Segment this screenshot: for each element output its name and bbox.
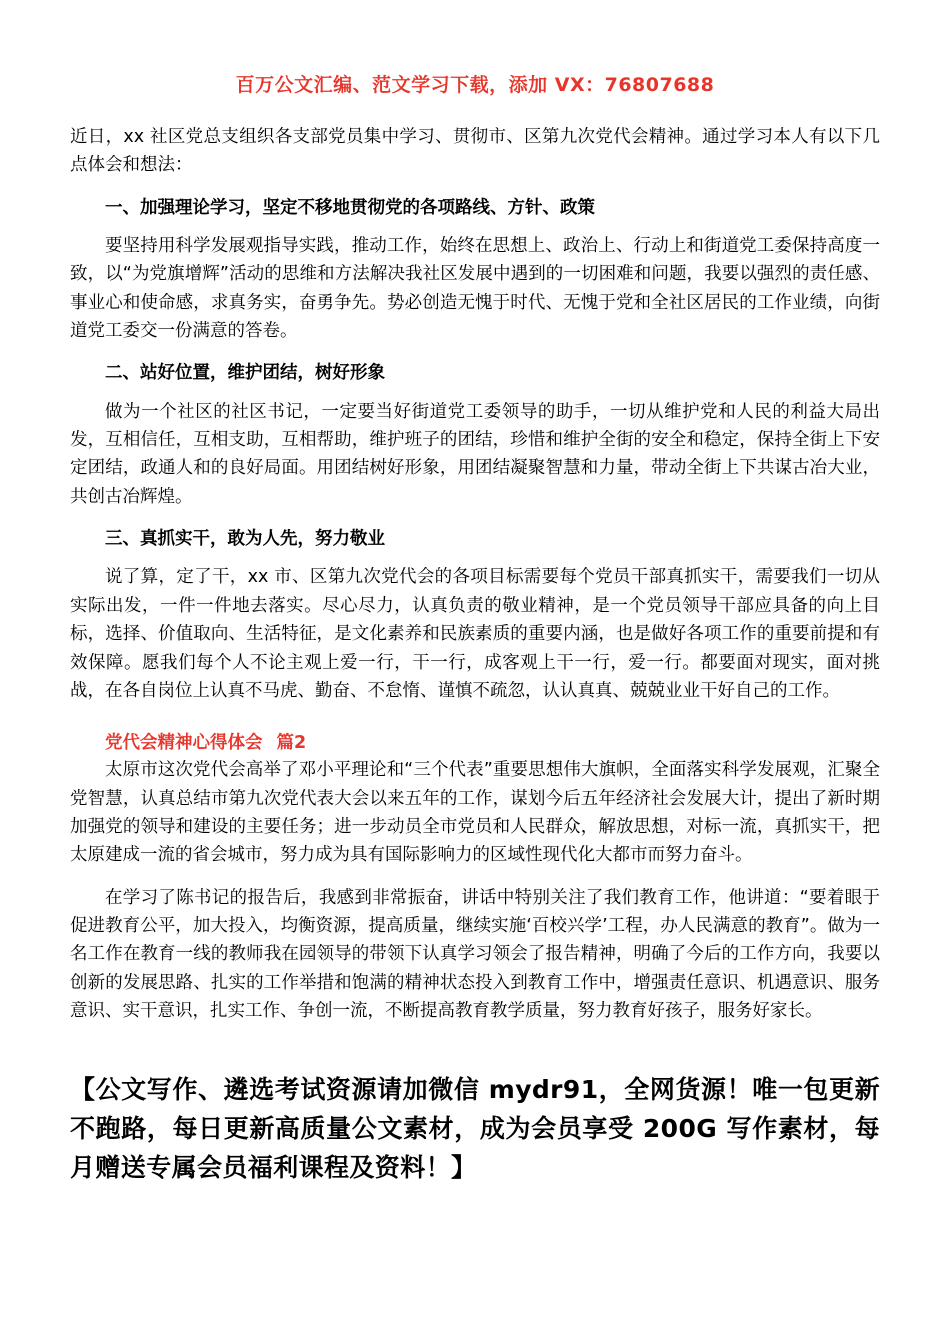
- section-heading-1: 一、加强理论学习，坚定不移地贯彻党的各项路线、方针、政策: [105, 197, 595, 218]
- article-2-paragraph-1: 太原市这次党代会高举了邓小平理论和“三个代表”重要思想伟大旗帜，全面落实科学发展观，汇聚全党智慧，认真总结市第九次党代表大会以来五年的工作，谋划今后五年经济社会发展大计，提出了新时期加强党的领导和建设的主要任务；进一步动员全市党员和人民群众，解放思想，对标一流，真抓实干，把太原建成一流的省会城市，努力成为具有国际影响力的区域性现代化大都市而努力奋斗。: [70, 760, 880, 866]
- article-2-title-text: 党代会精神心得体会: [105, 733, 263, 754]
- article-2-number: 篇2: [276, 733, 307, 754]
- section-body-2: 做为一个社区的社区书记，一定要当好街道党工委领导的助手，一切从维护党和人民的利益大局出发，互相信任，互相支助，互相帮助，维护班子的团结，珍惜和维护全街的安全和稳定，保持全街上下安定团结，政通人和的良好局面。用团结树好形象，用团结凝聚智慧和力量，带动全街上下共谋古冶大业，共创古冶辉煌。: [70, 401, 880, 507]
- lead-paragraph: 近日，xx 社区党总支组织各支部党员集中学习、贯彻市、区第九次党代会精神。通过学习本人有以下几点体会和想法：: [70, 127, 880, 176]
- promo-banner: 百万公文汇编、范文学习下载，添加 VX：76807688: [235, 74, 715, 96]
- article-2-paragraph-2: 在学习了陈书记的报告后，我感到非常振奋，讲话中特别关注了我们教育工作，他讲道：“要着眼于促进教育公平，加大投入，均衡资源，提高质量，继续实施‘百校兴学’工程，办人民满意的教育”。做为一名工作在教育一线的教师我在园领导的带领下认真学习领会了报告精神，明确了今后的工作方向，我要以创新的发展思路、扎实的工作举措和饱满的精神状态投入到教育工作中，增强责任意识、机遇意识、服务意识、实干意识，扎实工作、争创一流，不断提高教育教学质量，努力教育好孩子，服务好家长。: [70, 887, 880, 1021]
- footer-promo-note: 【公文写作、遴选考试资源请加微信 mydr91，全网货源！唯一包更新不跑路，每日更新高质量公文素材，成为会员享受 200G 写作素材，每月赠送专属会员福利课程及资料！】: [70, 1075, 880, 1182]
- section-heading-3: 三、真抓实干，敢为人先，努力敬业: [105, 529, 385, 550]
- section-body-1: 要坚持用科学发展观指导实践，推动工作，始终在思想上、政治上、行动上和街道党工委保持高度一致，以“为党旗增辉”活动的思维和方法解决我社区发展中遇到的一切困难和问题，我要以强烈的责任感、事业心和使命感，求真务实，奋勇争先。势必创造无愧于时代、无愧于党和全社区居民的工作业绩，向街道党工委交一份满意的答卷。: [70, 236, 880, 342]
- section-body-3: 说了算，定了干，xx 市、区第九次党代会的各项目标需要每个党员干部真抓实干，需要我们一切从实际出发，一件一件地去落实。尽心尽力，认真负责的敬业精神，是一个党员领导干部应具备的向上目标，选择、价值取向、生活特征，是文化素养和民族素质的重要内涵，也是做好各项工作的重要前提和有效保障。愿我们每个人不论主观上爱一行，干一行，成客观上干一行，爱一行。都要面对现实，面对挑战，在各自岗位上认真不马虎、勤奋、不怠惰、谨慎不疏忽，认认真真、兢兢业业干好自己的工作。: [70, 567, 880, 701]
- article-2-title: [70, 729, 880, 754]
- section-heading-2: 二、站好位置，维护团结，树好形象: [105, 363, 385, 384]
